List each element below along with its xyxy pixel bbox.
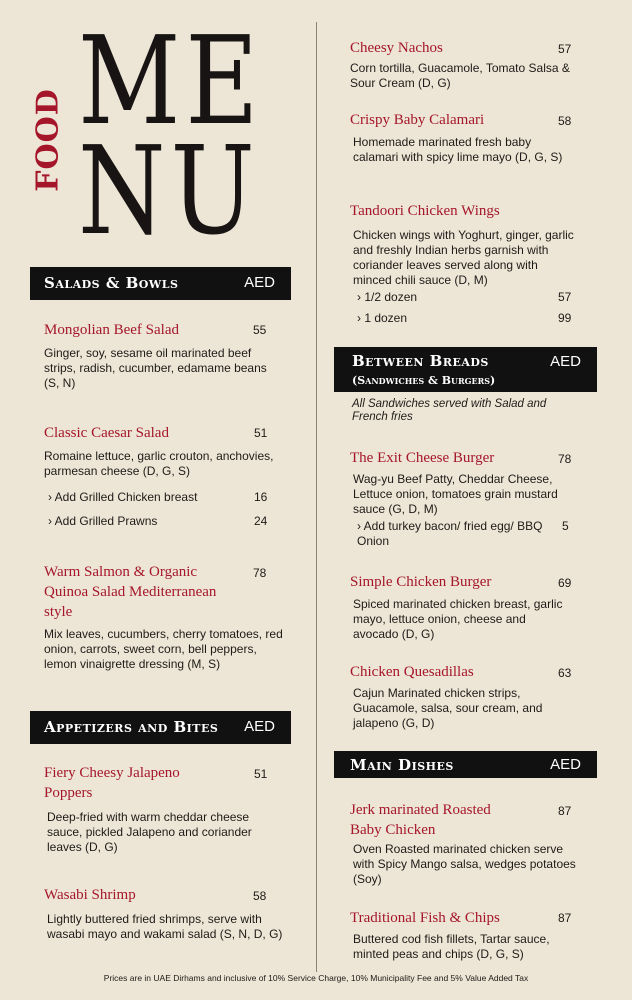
item-description: Ginger, soy, sesame oil marinated beef strips, radish, cucumber, edamame beans (S, N)	[44, 346, 267, 390]
section-title: Main Dishes	[350, 756, 454, 774]
item-name: Jerk marinated Roasted Baby Chicken	[350, 802, 491, 838]
addon-label: › Add Grilled Chicken breast	[48, 490, 198, 504]
addon-price: 99	[558, 311, 572, 325]
item-description: Cajun Marinated chicken strips, Guacamole, salsa, sour cream, and jalapeno (G, D)	[353, 686, 543, 730]
item-description: Corn tortilla, Guacamole, Tomato Salsa & Sour Cream (D, G)	[350, 61, 570, 90]
section-title: Salads & Bowls	[44, 274, 179, 292]
section-main-dishes	[334, 751, 597, 778]
addon-price: 16	[254, 490, 268, 504]
item-description: Buttered cod fish fillets, Tartar sauce, minted peas and chips (D, G, S)	[353, 932, 550, 961]
item-price: 51	[254, 767, 268, 781]
addon-price: 24	[254, 514, 268, 528]
item-price: 87	[558, 804, 572, 818]
footer-note: Prices are in UAE Dirhams and inclusive of 10% Service Charge, 10% Municipality Fee and 5% Value Added Tax	[103, 973, 529, 983]
item-description: Oven Roasted marinated chicken serve with Spicy Mango salsa, wedges potatoes (Soy)	[353, 842, 576, 886]
item-name: Mongolian Beef Salad	[44, 322, 179, 338]
item-price: 58	[558, 114, 572, 128]
section-note: All Sandwiches served with Salad and French fries	[352, 398, 547, 423]
item-description: Mix leaves, cucumbers, cherry tomatoes, red onion, carrots, sweet corn, bell peppers, lemon vinaigrette dressing (M, S)	[44, 627, 283, 671]
item-description: Deep-fried with warm cheddar cheese sauce, pickled Jalapeno and coriander leaves (D, G)	[47, 810, 252, 854]
section-between-breads	[334, 347, 597, 392]
item-name: Wasabi Shrimp	[44, 887, 136, 903]
addon-label: › Add turkey bacon/ fried egg/ BBQ Onion	[357, 519, 543, 548]
item-price: 87	[558, 911, 572, 925]
item-name: Crispy Baby Calamari	[350, 112, 485, 128]
item-description: Chicken wings with Yoghurt, ginger, garlic and freshly Indian herbs garnish with coriander leaves served along with minced chili sauce (D, M)	[353, 228, 574, 287]
food-label: FOOD	[30, 88, 66, 192]
item-name: Fiery Cheesy Jalapeno Poppers	[44, 765, 180, 801]
item-price: 55	[253, 323, 267, 337]
column-divider	[316, 22, 317, 972]
item-description: Spiced marinated chicken breast, garlic mayo, lettuce onion, cheese and avocado (D, G)	[353, 597, 563, 641]
item-price: 58	[253, 889, 267, 903]
menu-title-top: ME	[78, 10, 264, 152]
item-price: 63	[558, 666, 572, 680]
item-name: Cheesy Nachos	[350, 40, 443, 56]
addon-label: › 1 dozen	[357, 311, 408, 325]
item-name: The Exit Cheese Burger	[350, 450, 495, 466]
section-title: Between Breads	[352, 352, 489, 370]
addon-price: 5	[562, 519, 569, 533]
currency-label: AED	[550, 756, 581, 773]
item-price: 57	[558, 42, 572, 56]
currency-label: AED	[244, 718, 275, 735]
item-price: 78	[253, 566, 267, 580]
section-salads-bowls	[30, 267, 291, 300]
section-subtitle: (Sandwiches & Burgers)	[352, 374, 496, 387]
section-title: Appetizers and Bites	[44, 718, 219, 736]
item-description: Wag-yu Beef Patty, Cheddar Cheese, Lettuce onion, tomatoes grain mustard sauce (G, D, M)	[353, 472, 558, 516]
item-name: Tandoori Chicken Wings	[350, 203, 500, 219]
currency-label: AED	[550, 353, 581, 370]
addon-label: › Add Grilled Prawns	[48, 514, 158, 528]
item-name: Chicken Quesadillas	[350, 664, 474, 680]
item-name: Warm Salmon & Organic Quinoa Salad Mediterranean style	[44, 564, 217, 620]
menu-title-bottom: NU	[78, 120, 260, 262]
item-price: 69	[558, 576, 572, 590]
addon-price: 57	[558, 290, 572, 304]
item-description: Romaine lettuce, garlic crouton, anchovies, parmesan cheese (D, G, S)	[44, 449, 274, 478]
addon-label: › 1/2 dozen	[357, 290, 418, 304]
item-description: Homemade marinated fresh baby calamari with spicy lime mayo (D, G, S)	[353, 135, 563, 164]
item-price: 51	[254, 426, 268, 440]
item-name: Simple Chicken Burger	[350, 574, 492, 590]
item-name: Traditional Fish & Chips	[350, 910, 500, 926]
item-price: 78	[558, 452, 572, 466]
section-appetizers	[30, 711, 291, 744]
item-name: Classic Caesar Salad	[44, 425, 169, 441]
item-description: Lightly buttered fried shrimps, serve with wasabi mayo and wakami salad (S, N, D, G)	[47, 912, 283, 941]
currency-label: AED	[244, 274, 275, 291]
